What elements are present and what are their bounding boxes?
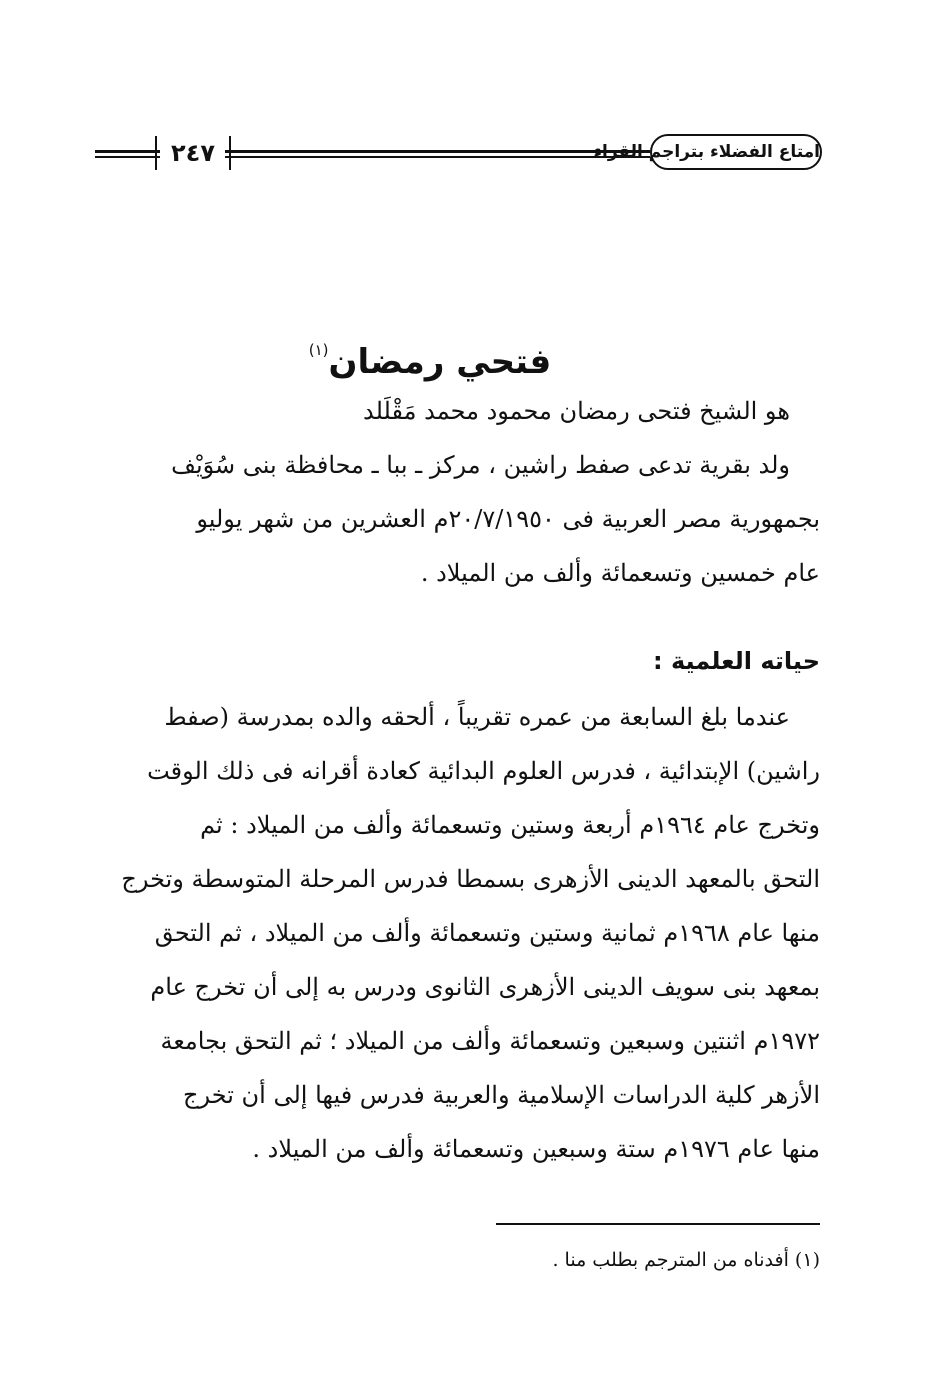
title-text: فتحي رمضان	[328, 342, 552, 382]
running-header	[95, 130, 830, 180]
page-title	[260, 320, 600, 380]
paragraph-line: الأزهر كلية الدراسات الإسلامية والعربية فدرس فيها إلى أن تخرج	[183, 1081, 820, 1109]
paragraph-line: هو الشيخ فتحى رمضان محمود محمد مَقْلَلد	[363, 397, 790, 425]
paragraph-line: بجمهورية مصر العربية فى ٢٠/٧/١٩٥٠م العشرين من شهر يوليو	[196, 505, 820, 533]
book-title: امتاع الفضلاء بتراجم القراء	[650, 134, 822, 170]
paragraph-line: عندما بلغ السابعة من عمره تقريباً ، ألحقه والده بمدرسة (صفط	[164, 703, 790, 731]
header-rule-left	[95, 150, 160, 160]
paragraph-line: منها عام ١٩٦٨م ثمانية وستين وتسعمائة وألف من الميلاد ، ثم التحق	[154, 919, 820, 947]
paragraph-line: التحق بالمعهد الدينى الأزهرى بسمطا فدرس المرحلة المتوسطة وتخرج	[121, 865, 820, 893]
footnote: (١) أفدناه من المترجم بطلب منا .	[552, 1249, 820, 1271]
paragraph-line: وتخرج عام ١٩٦٤م أربعة وستين وتسعمائة وألف من الميلاد : ثم	[200, 811, 820, 839]
header-rule-middle	[225, 150, 650, 160]
paragraph-line: بمعهد بنى سويف الدينى الأزهرى الثانوى ودرس به إلى أن تخرج عام	[150, 973, 820, 1001]
paragraph-line: منها عام ١٩٧٦م ستة وسبعين وتسعمائة وألف من الميلاد .	[252, 1135, 820, 1163]
paragraph-line: ولد بقرية تدعى صفط راشين ، مركز ـ ببا ـ محافظة بنى سُوَيْف	[171, 451, 790, 479]
paragraph-line: ١٩٧٢م اثنتين وسبعين وتسعمائة وألف من الميلاد ؛ ثم التحق بجامعة	[160, 1027, 820, 1055]
section-heading: حياته العلمية :	[652, 647, 820, 675]
intro-paragraph	[104, 384, 820, 438]
paragraph-line: راشين) الإبتدائية ، فدرس العلوم البدائية كعادة أقرانه فى ذلك الوقت	[147, 757, 820, 785]
birth-paragraph	[104, 438, 820, 600]
paragraph-line: عام خمسين وتسعمائة وألف من الميلاد .	[420, 559, 820, 587]
education-paragraph	[104, 690, 820, 1176]
footnote-separator	[496, 1223, 820, 1225]
page-number: ٢٤٧	[155, 136, 231, 170]
title-footnote-ref: (١)	[308, 341, 329, 359]
